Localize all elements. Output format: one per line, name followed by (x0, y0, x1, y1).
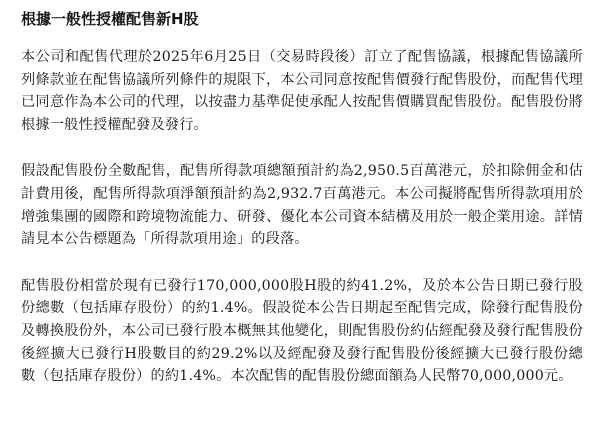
paragraph-proceeds: 假設配售股份全數配售，配售所得款項總額預計約為2,950.5百萬港元，於扣除佣金和估計費用後，配售所得款項淨額預計約為2,932.7百萬港元。本公司擬將配售所得款項用於增強集團的國際和跨境物流能力、研發、優化本公司資本結構及用於一般企業用途。詳情請見本公告標題為「所得款項用途」的段落。 (21, 163, 583, 248)
section-heading: 根據一般性授權配售新H股 (21, 10, 199, 28)
announcement-document (21, 9, 583, 388)
paragraph-placing-agreement: 本公司和配售代理於2025年6月25日（交易時段後）訂立了配售協議，根據配售協議所列條款並在配售協議所列條件的規限下，本公司同意按配售價發行配售股份，而配售代理已同意作為本公司的代理，以按盡力基準促使承配人按配售價購買配售股份。配售股份將根據一般性授權配發及發行。 (21, 49, 583, 133)
paragraph-shareholding: 配售股份相當於現有已發行170,000,000股H股的約41.2%，及於本公告日期已發行股份總數（包括庫存股份）的約1.4%。假設從本公告日期起至配售完成，除發行配售股份及轉換股份外，本公司已發行股本概無其他變化，則配售股份約佔經配發及發行配售股份後經擴大已發行H股數目的約29.2%以及經配發及發行配售股份後經擴大已發行股份總數（包括庫存股份）的約1.4%。本次配售的配售股份總面額為人民幣70,000,000元。 (21, 277, 583, 385)
